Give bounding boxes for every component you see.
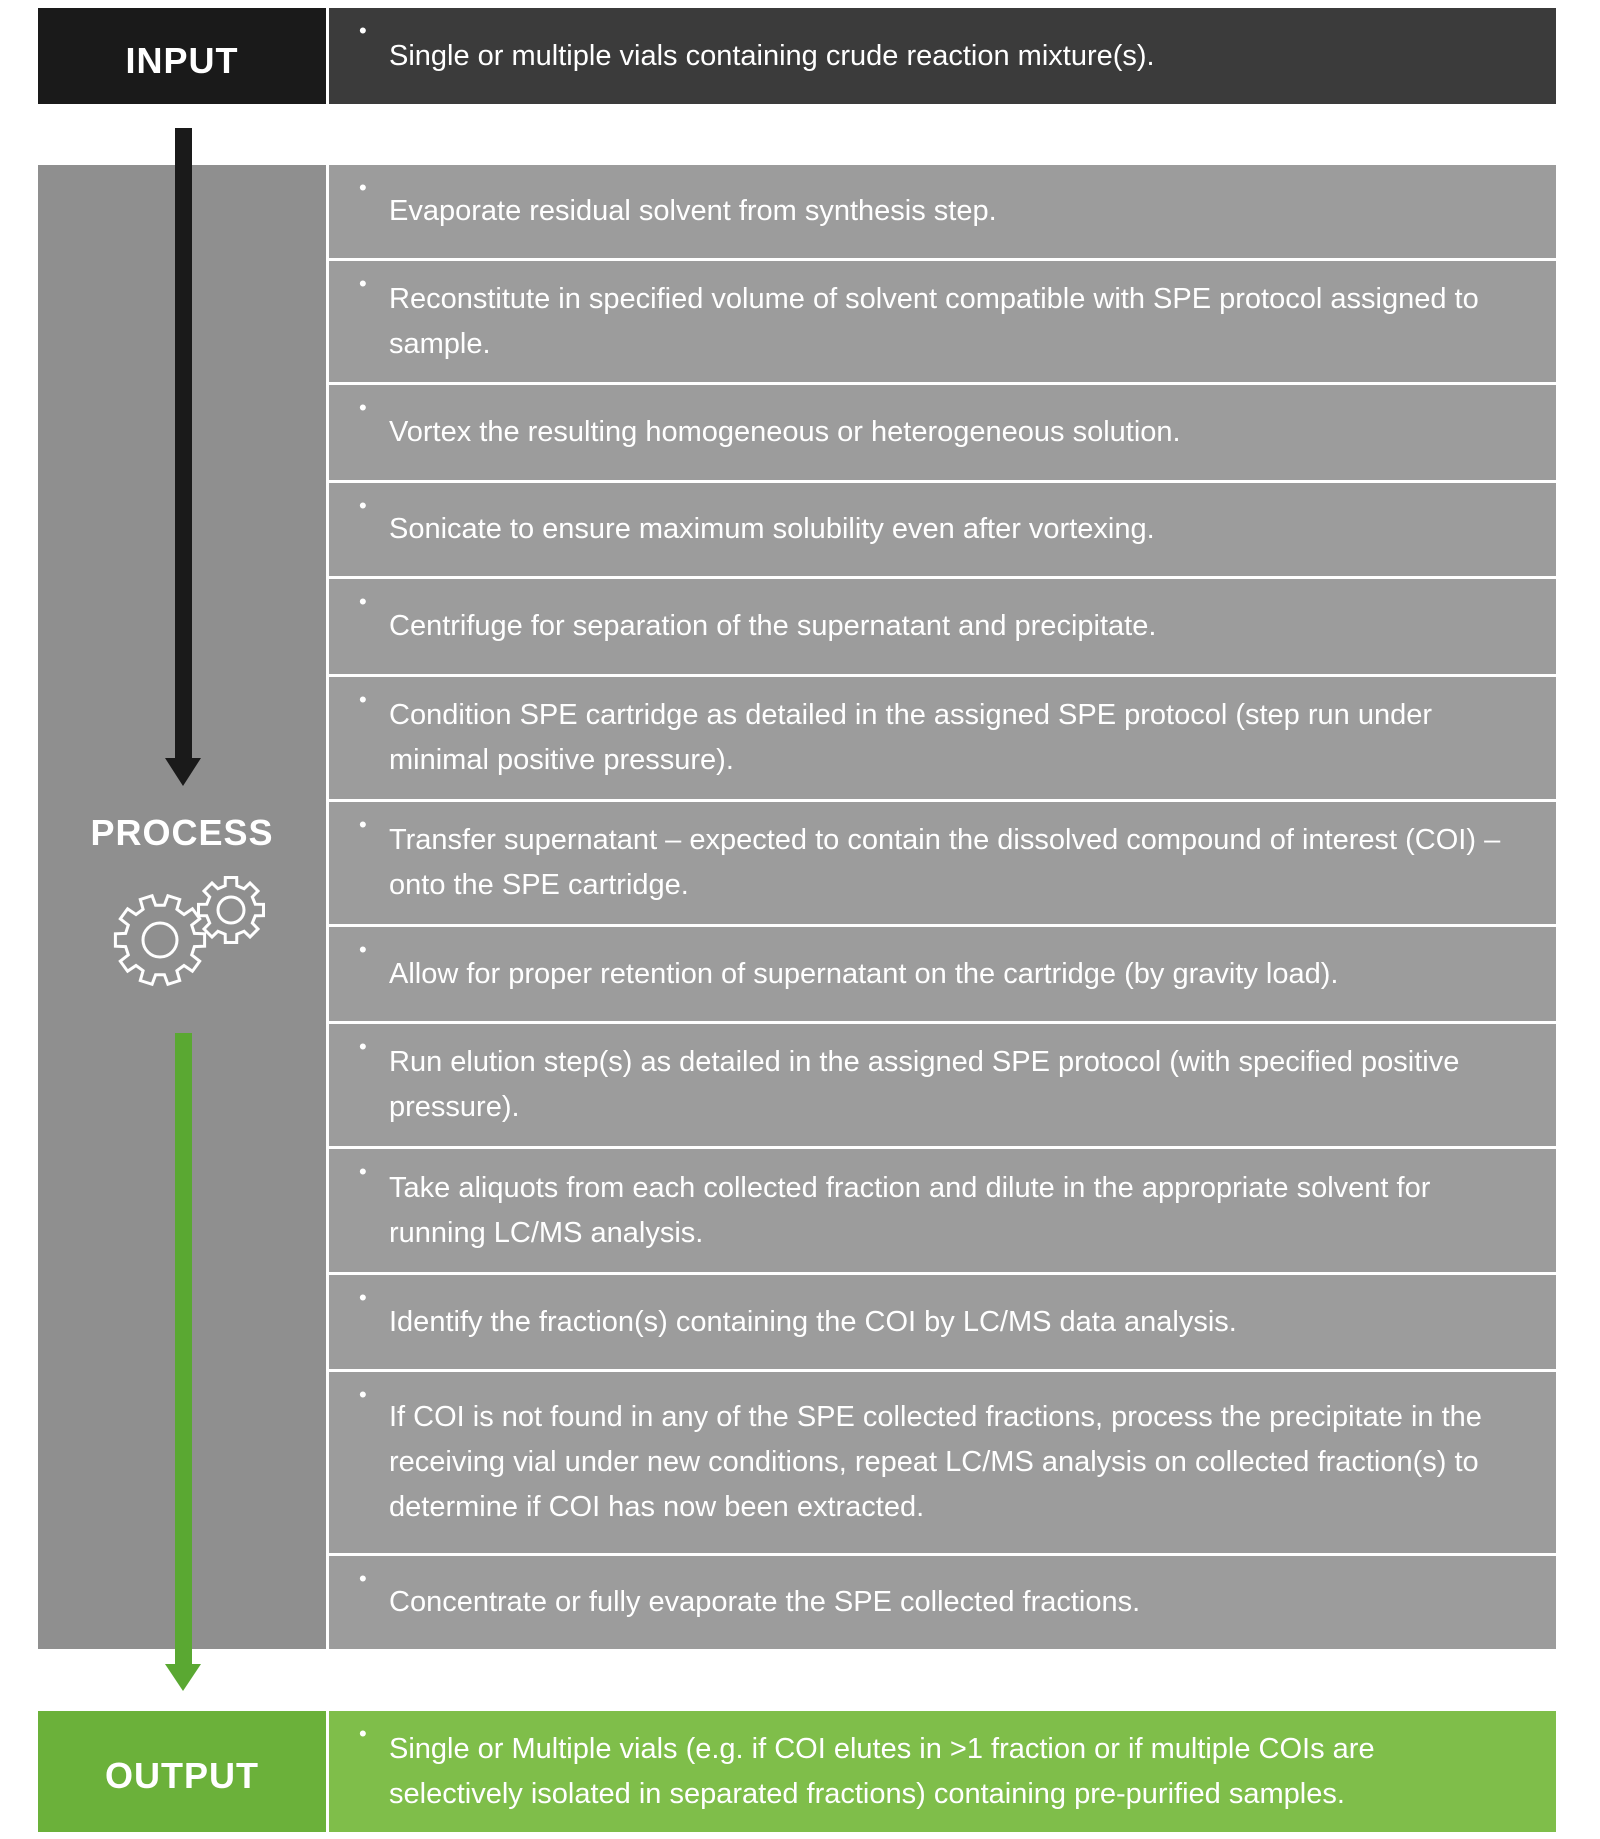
input-label: INPUT	[125, 40, 239, 81]
bullet-icon: •	[359, 687, 367, 712]
process-step-text: Sonicate to ensure maximum solubility even after vortexing.	[389, 513, 1155, 545]
process-step-row	[329, 261, 1556, 382]
process-step-row	[329, 483, 1556, 576]
process-step-row	[329, 1024, 1556, 1146]
bullet-icon: •	[359, 812, 367, 837]
bullet-icon: •	[359, 1034, 367, 1059]
process-step-text: Vortex the resulting homogeneous or heterogeneous solution.	[389, 416, 1181, 448]
output-description-box	[329, 1711, 1556, 1832]
process-step-text: Run elution step(s) as detailed in the assigned SPE protocol (with specified positive pressure).	[389, 1046, 1460, 1123]
process-step-text: Reconstitute in specified volume of solvent compatible with SPE protocol assigned to sample.	[389, 282, 1479, 360]
process-step-row	[329, 1149, 1556, 1272]
bullet-icon: •	[359, 1159, 367, 1184]
bullet-icon: •	[359, 1721, 367, 1746]
process-step-row	[329, 677, 1556, 799]
process-step-row	[329, 1556, 1556, 1649]
bullet-icon: •	[359, 175, 367, 200]
bullet-icon: •	[359, 1382, 367, 1407]
process-step-text: Centrifuge for separation of the supernatant and precipitate.	[389, 610, 1157, 642]
bullet-icon: •	[359, 1285, 367, 1310]
bullet-icon: •	[359, 493, 367, 518]
process-step-text: Transfer supernatant – expected to contain the dissolved compound of interest (COI) – onto the SPE cartridge.	[389, 824, 1501, 901]
process-step-text: Condition SPE cartridge as detailed in the assigned SPE protocol (step run under minimal positive pressure).	[389, 699, 1433, 776]
process-step-text: Allow for proper retention of supernatant on the cartridge (by gravity load).	[389, 957, 1339, 990]
process-label: PROCESS	[90, 812, 274, 853]
output-description: Single or Multiple vials (e.g. if COI elutes in >1 fraction or if multiple COIs are selectively isolated in separated fractions) containing pre-purified samples.	[389, 1732, 1375, 1810]
process-step-row	[329, 1372, 1556, 1553]
bullet-icon: •	[359, 589, 367, 614]
process-step-text: Concentrate or fully evaporate the SPE collected fractions.	[389, 1586, 1141, 1618]
output-label: OUTPUT	[105, 1755, 259, 1796]
process-step-text: Take aliquots from each collected fraction and dilute in the appropriate solvent for running LC/MS analysis.	[389, 1171, 1431, 1249]
input-description: Single or multiple vials containing crude reaction mixture(s).	[389, 39, 1155, 72]
process-step-row	[329, 927, 1556, 1021]
process-step-text: If COI is not found in any of the SPE collected fractions, process the precipitate in the receiving vial under new conditions, repeat LC/MS analysis on collected fraction(s) to determine if COI has now been extracted.	[389, 1401, 1482, 1523]
process-step-row	[329, 385, 1556, 480]
bullet-icon: •	[359, 937, 367, 962]
process-step-text: Identify the fraction(s) containing the COI by LC/MS data analysis.	[389, 1305, 1237, 1338]
process-step-row	[329, 579, 1556, 674]
process-step-row	[329, 165, 1556, 258]
process-step-row	[329, 802, 1556, 924]
process-step-row	[329, 1275, 1556, 1369]
bullet-icon: •	[359, 1566, 367, 1591]
output-label-box	[38, 1711, 326, 1832]
gears-icon	[100, 870, 280, 990]
bullet-icon: •	[359, 271, 367, 296]
bullet-icon: •	[359, 395, 367, 420]
process-step-text: Evaporate residual solvent from synthesis step.	[389, 195, 997, 227]
bullet-icon: •	[359, 18, 367, 43]
